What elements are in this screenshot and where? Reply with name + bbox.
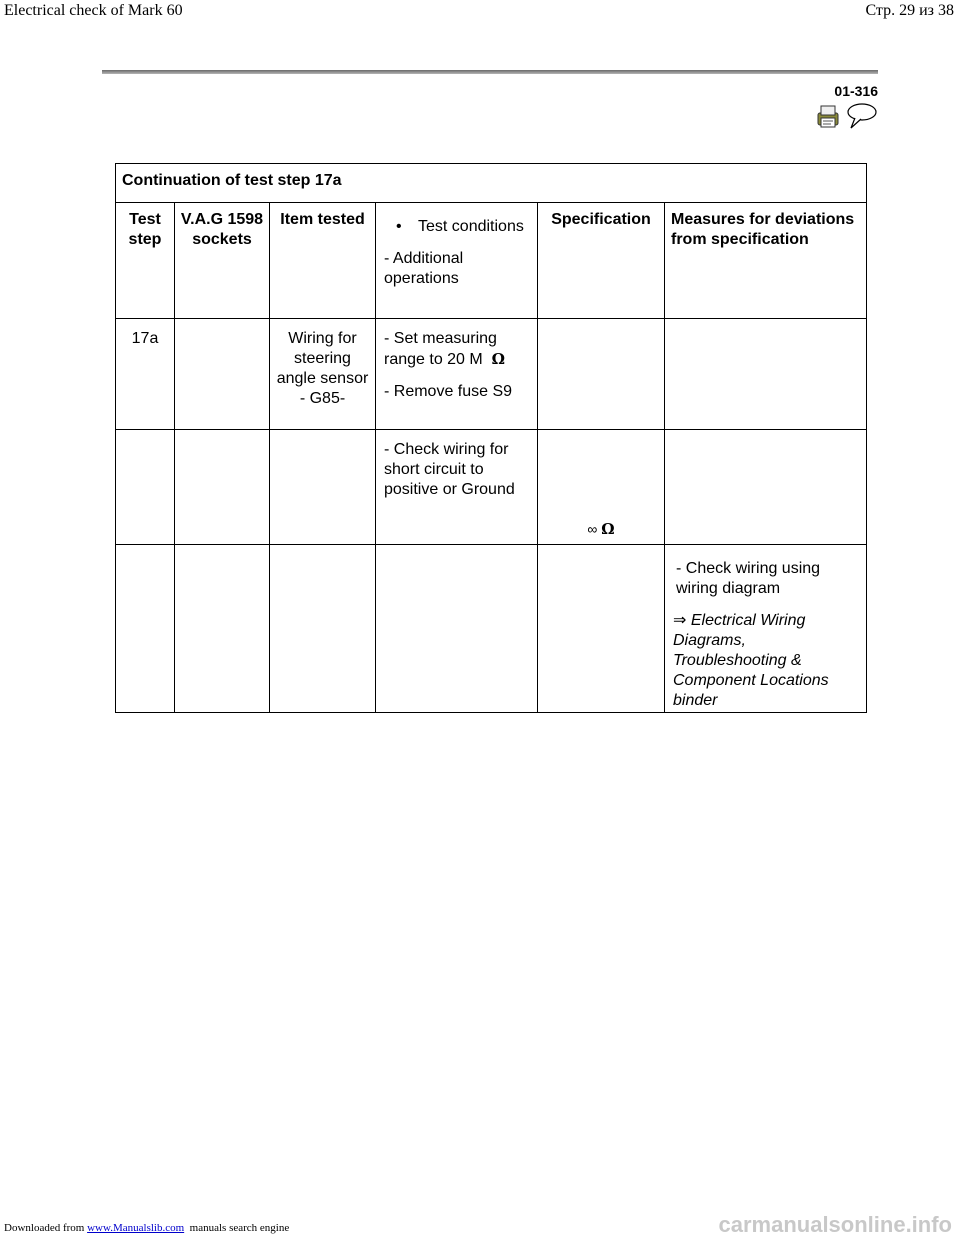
row1-sockets	[175, 319, 270, 430]
document-code: 01-316	[834, 83, 878, 99]
header-rule	[102, 70, 878, 74]
row2-test-step	[116, 430, 175, 545]
bullet-test-conditions	[384, 217, 537, 237]
row3-test-step	[116, 545, 175, 713]
row1-item-tested: Wiring for steering angle sensor - G85-	[270, 319, 376, 430]
footer-source: Downloaded from www.Manualslib.com manuals search engine	[4, 1222, 290, 1234]
document-title: Electrical check of Mark 60	[4, 2, 183, 19]
header-specification: Specification	[538, 203, 665, 319]
header-item-tested: Item tested	[270, 203, 376, 319]
watermark: carmanualsonline.info	[718, 1212, 952, 1237]
row3-specification	[538, 545, 665, 713]
table-row	[116, 319, 867, 430]
ohm-symbol: Ω	[491, 350, 505, 368]
row3-sockets	[175, 545, 270, 713]
test-step-table	[115, 163, 867, 713]
bullet-icon: •	[396, 218, 402, 235]
table-title: Continuation of test step 17a	[116, 164, 867, 203]
row3-reference[interactable]	[673, 611, 860, 711]
row1-conditions	[376, 319, 538, 430]
page-indicator: Стр. 29 из 38	[865, 2, 954, 19]
header-vag-sockets: V.A.G 1598 sockets	[175, 203, 270, 319]
speech-bubble-icon[interactable]	[848, 104, 876, 128]
row2-measures	[665, 430, 867, 545]
row2-sockets	[175, 430, 270, 545]
header-test-conditions: Test conditions	[418, 218, 524, 235]
row1-test-step: 17a	[116, 319, 175, 430]
ohm-symbol: Ω	[601, 520, 615, 538]
table-row	[116, 545, 867, 713]
header-measures: Measures for deviations from specification	[665, 203, 867, 319]
row1-specification	[538, 319, 665, 430]
printer-icon[interactable]	[818, 106, 838, 127]
header-conditions-cell	[376, 203, 538, 319]
header-test-step: Test step	[116, 203, 175, 319]
row3-conditions	[376, 545, 538, 713]
row2-specification	[538, 430, 665, 545]
row1-condition-1: - Set measuring range to 20 M Ω	[384, 330, 505, 368]
row2-item-tested	[270, 430, 376, 545]
row1-measures	[665, 319, 867, 430]
manualslib-link[interactable]: www.Manualslib.com	[87, 1222, 185, 1234]
infinity-symbol: ∞	[587, 521, 598, 537]
row2-conditions: - Check wiring for short circuit to positive or Ground	[376, 430, 538, 545]
table-row	[116, 430, 867, 545]
row3-measure-text: - Check wiring using wiring diagram	[676, 560, 821, 597]
header-additional-operations: - Additional operations	[384, 250, 464, 287]
row1-condition-2: - Remove fuse S9	[384, 383, 513, 400]
row3-item-tested	[270, 545, 376, 713]
reference-link[interactable]: Electrical Wiring Diagrams, Troubleshooting & Component Locations binder	[673, 612, 829, 709]
arrow-right-icon: ⇒	[673, 612, 687, 629]
row3-measures	[665, 545, 867, 713]
toolbar-icons	[815, 102, 879, 130]
